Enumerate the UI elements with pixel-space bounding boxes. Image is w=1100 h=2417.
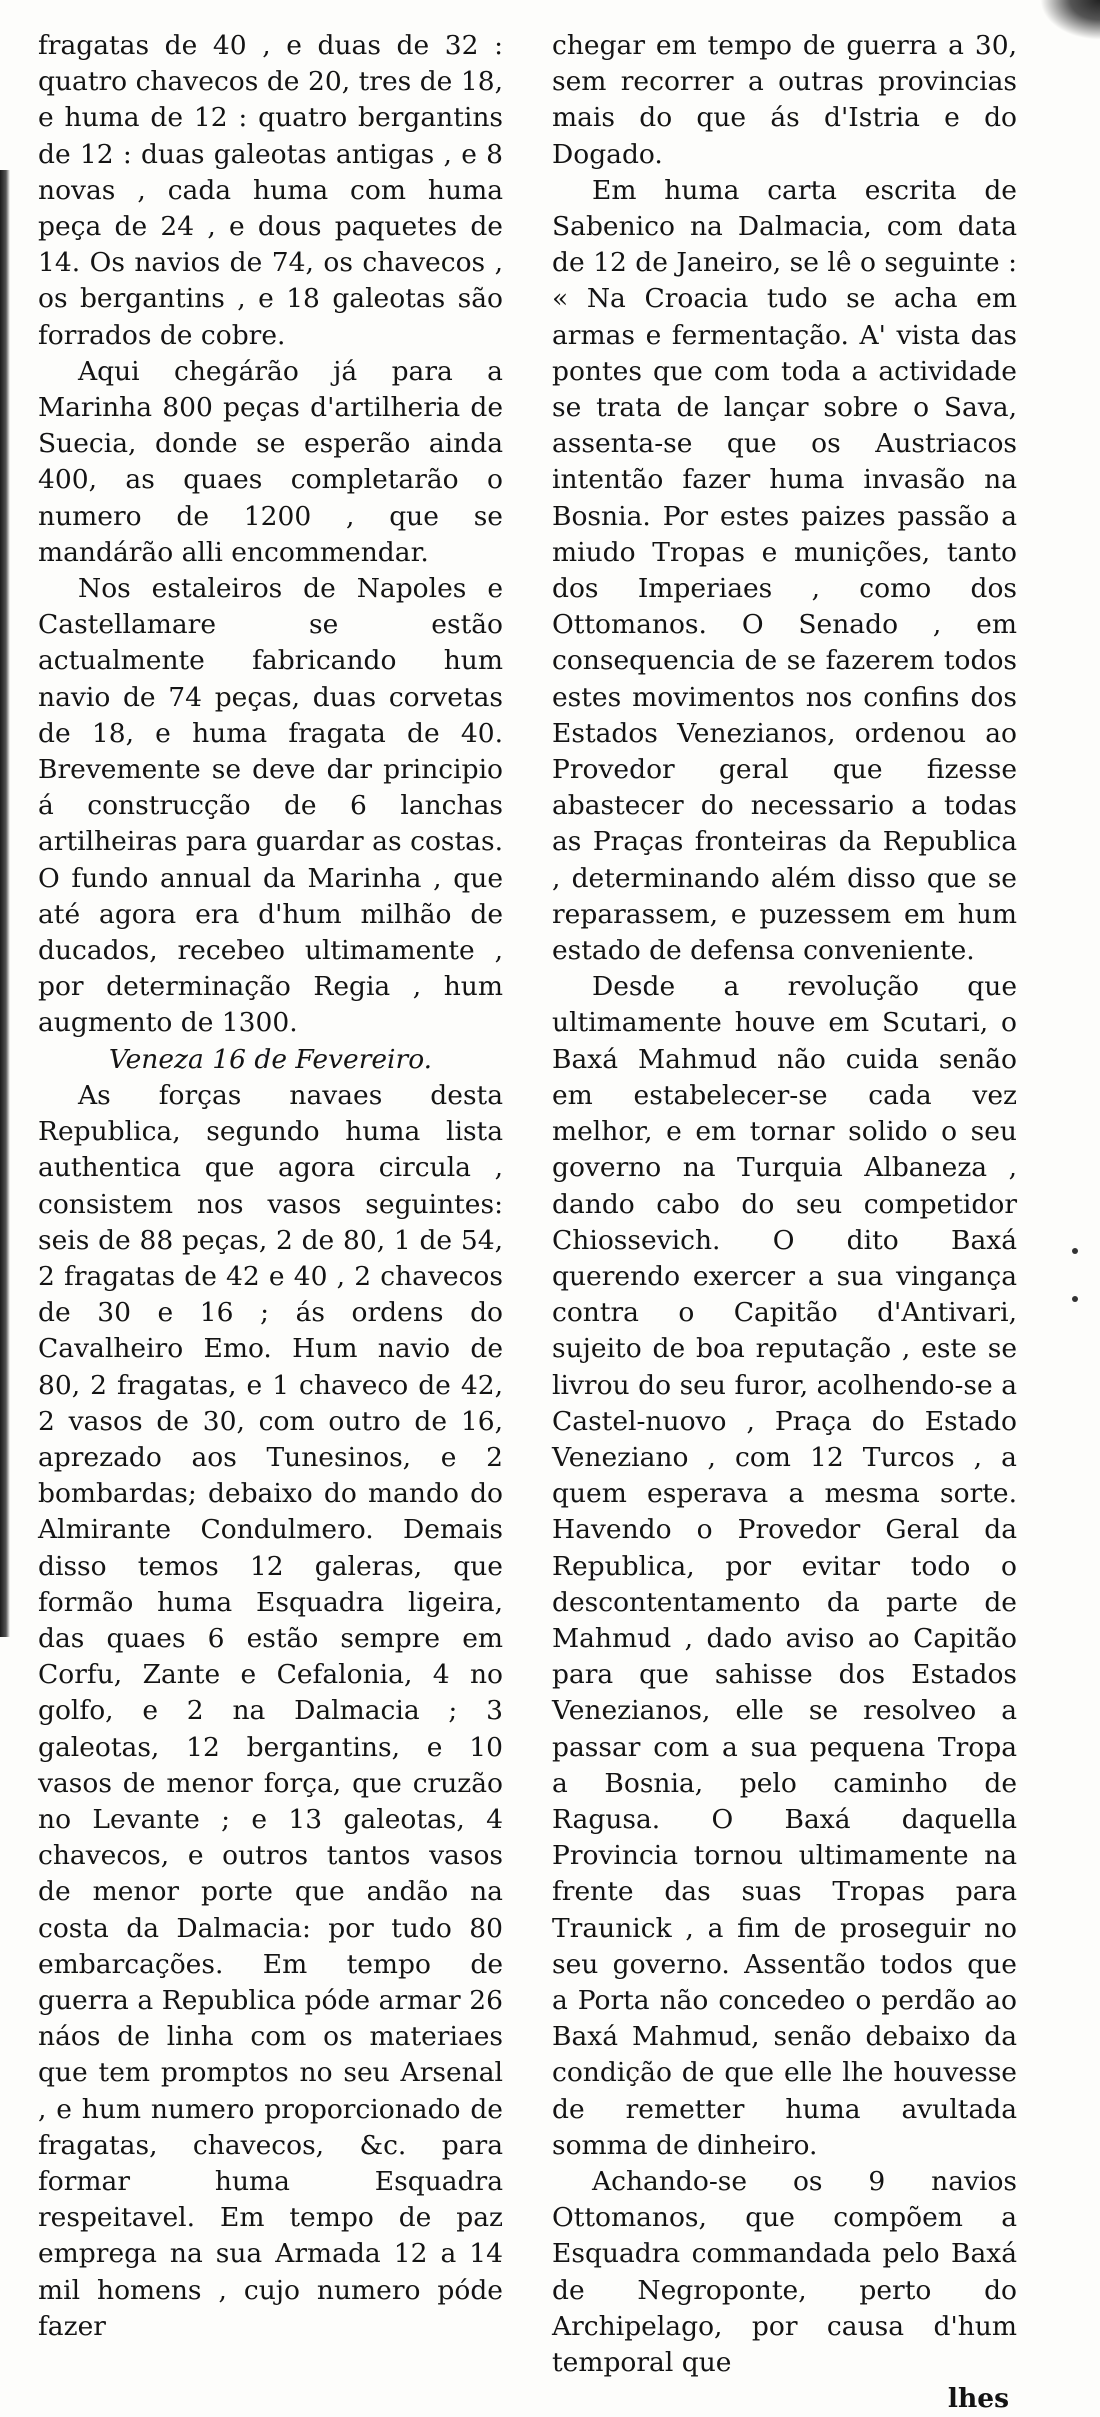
paragraph-shipyards-naples: Nos estaleiros de Napoles e Castellamare se estão actualmente fabricando hum navio de 74 peças, duas corvetas de 18, e huma fragata de 40. Brevemente se deve dar principio á construcção de 6 lanchas artilheiras para guardar as costas. O fundo annual da Marinha , que até agora era d'hum milhão de ducados, recebeo ultimamente , por determinação Regia , hum augmento de 1300. (38, 573, 503, 1039)
catchword: lhes (947, 2383, 1009, 2415)
paragraph-venice-naval-forces: As forças navaes desta Republica, segundo huma lista authentica que agora circula , consistem nos vasos seguintes: seis de 88 peças, 2 de 80, 1 de 54, 2 fragatas de 42 e 40 , 2 chavecos de 30 e 16 ; ás ordens do Cavalheiro Emo. Hum navio de 80, 2 fragatas, e 1 chaveco de 42, 2 vasos de 30, com outro de 16, aprezado aos Tunesinos, e 2 bombardas; debaixo do mando do Almirante Condulmero. Demais disso temos 12 galeras, que formão huma Esquadra ligeira, das quaes 6 estão sempre em Corfu, Zante e Cefalonia, 4 no golfo, e 2 na Dalmacia ; 3 galeotas, 12 bergantins, e 10 vasos de menor força, que cruzão no Levante ; e 13 galeotas, 4 chavecos, e outros tantos vasos de menor porte que andão na costa da Dalmacia: por tudo 80 embarcações. Em tempo de guerra a Republica póde armar 26 náos de linha com os materiaes que tem promptos no seu Arsenal , e hum numero proporcionado de fragatas, chavecos, &c. para formar huma Esquadra respeitavel. Em tempo de paz emprega na sua Armada 12 a 14 mil homens , cujo numero póde fazer (38, 1079, 503, 2342)
paragraph-continuation: chegar em tempo de guerra a 30, sem recorrer a outras provincias mais do que ás d'Istria e do Dogado. (552, 30, 1017, 170)
paragraph-artillery-sweden: Aqui chegárão já para a Marinha 800 peças d'artilheria de Suecia, donde se esperão ainda 400, as quaes completarão o numero de 1200 , que se mandárão alli encommendar. (38, 355, 503, 568)
right-column (552, 28, 1017, 2417)
paragraph-ottoman-squadron: Achando-se os 9 navios Ottomanos, que compõem a Esquadra commandada pelo Baxá de Negroponte, perto do Archipelago, por causa d'hum temporal que (552, 2165, 1017, 2378)
page-corner-shadow (1040, 0, 1100, 40)
page-edge-shadow (0, 170, 10, 1637)
margin-speck (1072, 1248, 1078, 1254)
left-column (38, 28, 503, 2345)
paragraph-sabenico-letter: Em huma carta escrita de Sabenico na Dalmacia, com data de 12 de Janeiro, se lê o seguinte : « Na Croacia tudo se acha em armas e fermentação. A' vista das pontes que com toda a actividade se trata de lançar sobre o Sava, assenta-se que os Austriacos intentão fazer huma invasão na Bosnia. Por estes paizes passão a miudo Tropas e munições, tanto dos Imperiaes , como dos Ottomanos. O Senado , em consequencia de se fazerem todos estes movimentos nos confins dos Estados Venezianos, ordenou ao Provedor geral que fizesse abastecer do necessario a todas as Praças fronteiras da Republica , determinando além disso que se reparassem, e puzessem em hum estado de defensa conveniente. (552, 174, 1017, 967)
margin-speck (1072, 1296, 1078, 1302)
paragraph-naval-ships-naples: fragatas de 40 , e duas de 32 : quatro chavecos de 20, tres de 18, e huma de 12 : quatro bergantins de 12 : duas galeotas antigas , e 8 novas , cada huma com huma peça de 24 , e dous paquetes de 14. Os navios de 74, os chavecos , os bergantins , e 18 galeotas são forrados de cobre. (38, 30, 503, 351)
dateline-venice: Veneza 16 de Fevereiro. (108, 1043, 433, 1075)
paragraph-scutari-revolution: Desde a revolução que ultimamente houve em Scutari, o Baxá Mahmud não cuida senão em estabelecer-se cada vez melhor, e em tornar solido o seu governo na Turquia Albaneza , dando cabo do seu competidor Chiossevich. O dito Baxá querendo exercer a sua vingança contra o Capitão d'Antivari, sujeito de boa reputação , este se livrou do seu furor, acolhendo-se a Castel-nuovo , Praça do Estado Veneziano , com 12 Turcos , a quem esperava a mesma sorte. Havendo o Provedor Geral da Republica, por evitar todo o descontentamento da parte de Mahmud , dado aviso ao Capitão para que sahisse dos Estados Venezianos, elle se resolveo a passar com a sua pequena Tropa a Bosnia, pelo caminho de Ragusa. O Baxá daquella Provincia tornou ultimamente na frente das suas Tropas para Traunick , a fim de proseguir no seu governo. Assentão todos que a Porta não concedeo o perdão ao Baxá Mahmud, senão debaixo da condição de que elle lhe houvesse de remetter huma avultada somma de dinheiro. (552, 971, 1017, 2161)
